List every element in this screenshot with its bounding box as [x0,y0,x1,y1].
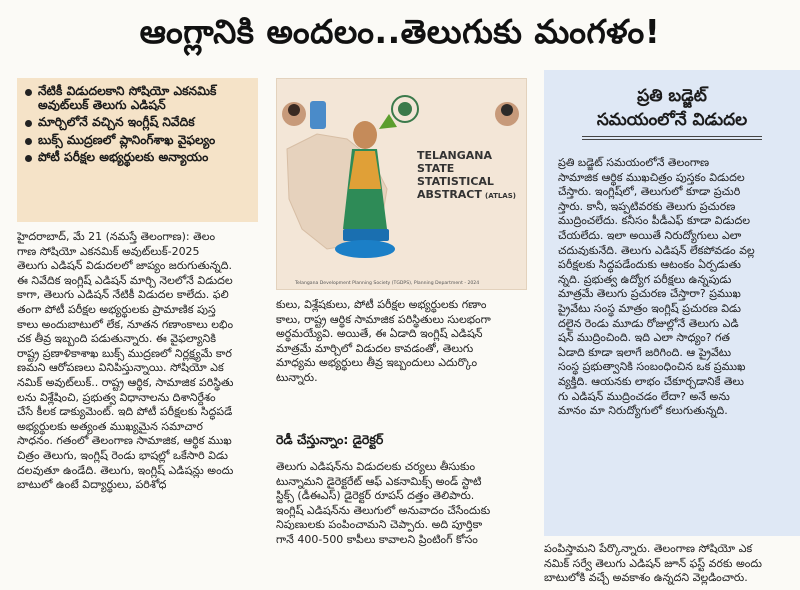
bullet-highlights [17,78,258,222]
bullet-item: మార్చిలోనే వచ్చిన ఇంగ్లీష్ నివేదిక [25,116,252,130]
article-column-2-continued: తెలుగు ఎడిషన్‌ను విడుదలకు చర్యలు తీసుకుం టున్నామని డైరెక్టరేట్ ఆఫ్ ఎకనామిక్స్ అండ్ స్టాటి స్టిక్స్ (డీఈఎస్) డైరెక్టర్ రూపస్ దత్తం తెలిపారు. ఇంగ్లిష్ ఎడిషన్‌ను తెలుగులో అనువాదం చేసేందుకు నిపుణులకు పంపించామని చెప్పారు. అది పూర్తికా గానే 400-500 కాపీలు కావాలని ప్రింటింగ్ కోసం [276,460,491,546]
bullet-item: నేటికీ విడుదలకాని సోషియో ఎకనమిక్ అవుట్‌లుక్ తెలుగు ఎడిషన్ [25,85,252,112]
bullet-dot-icon [25,155,32,162]
bullet-dot-icon [25,89,32,96]
image-title-line: STATE [417,162,455,175]
image-footer: Telangana Development Planning Society (TGDPS), Planning Department - 2024 [295,281,480,286]
report-cover-image [276,78,527,290]
headline: ఆంగ్లానికి అందలం..తెలుగుకు మంగళం! [139,11,661,51]
sidebar-box-title: ప్రతి బడ్జెట్ సమయంలోనే విడుదల [544,84,800,140]
image-title-line: (ATLAS) [485,192,516,200]
image-title-line: TELANGANA [417,149,493,162]
bullet-dot-icon [25,120,32,127]
bullet-item: బుక్స్ ముద్రణలో ప్లానింగ్‌శాఖ వైఫల్యం [25,134,252,148]
article-column-3-continued: పంపిస్తామని పేర్కొన్నారు. తెలంగాణ సోషియో ఎక నమిక్ సర్వే తెలుగు ఎడిషన్ జూన్ ఫస్ట్ వరకు అందు బాటులోకి వచ్చే అవకాశం ఉన్నదని వెల్లడించారు. [544,542,762,585]
bullet-item: పోటీ పరీక్షల అభ్యర్థులకు అన్యాయం [25,151,252,165]
article-column-1: హైదరాబాద్, మే 21 (నమస్తే తెలంగాణ): తెలం గాణ సోషియో ఎకనమిక్ అవుట్‌లుక్-2025 తెలుగు ఎడిషన్ విడుదలలో జాప్యం జరుగుతున్నది. ఈ నివేదిక ఇంగ్లిష్ ఎడిషన్ మార్చి నెలలోనే విడుదల కాగా, తెలుగు ఎడిషన్ నేటికీ విడుదల కాలేదు. ఫలి తంగా పోటీ పరీక్షల అభ్యర్థులకు ప్రామాణిక పుస్త కాలు అందుబాటులో లేక, నూతన గణాంకాలు లభిం చక తీవ్ర ఇబ్బంది పడుతున్నారు. ఈ వైఫల్యానికి రాష్ట్ర ప్రణాళికాశాఖ బుక్స్ ముద్రణలో నిర్లక్ష్యమే కార ణమని ఆరోపణలు వినిపిస్తున్నాయి. సోషియో ఎక నమిక్ అవుట్‌లుక్.. రాష్ట్ర ఆర్థిక, సామాజిక పరిస్థితు లను విశ్లేషించి, ప్రభుత్వ విధానాలను దిశానిర్దేశం చేసే కీలక డాక్యుమెంట్. ఇది పోటీ పరీక్షలకు సిద్ధపడే అభ్యర్థులకు అత్యంత ముఖ్యమైన సమాచార సాధనం. గతంలో తెలంగాణ సామాజిక, ఆర్థిక ముఖ చిత్రం తెలుగు, ఇంగ్లిష్ రెండు భాషల్లో ఒకేసారి విడు దలవుతూ ఉండేది. తెలుగు, ఇంగ్లిష్ ఎడిషన్లు అందు బాటులో ఉంటే విద్యార్థులు, పరిశోధ [17,230,234,492]
bullet-dot-icon [25,138,32,145]
sidebar-box [544,70,800,536]
sidebar-box-body: ప్రతి బడ్జెట్ సమయంలోనే తెలంగాణ సామాజిక ఆర్థిక ముఖచిత్రం పుస్తకం విడుదల చేస్తారు. ఇంగ్లిష్‌లో, తెలుగులో కూడా ప్రచురి స్తారు. కానీ, ఇప్పటివరకు తెలుగు ప్రచురణ ముద్రించలేదు. కనీసం పీడీఎఫ్ కూడా విడుదల చేయలేదు. ఇలా అయితే నిరుద్యోగులు ఎలా చదువుకునేది. తెలుగు ఎడిషన్ లేకపోవడం వల్ల పరీక్షలకు సిద్ధపడేందుకు ఆటంకం ఏర్పడుతు న్నది. ప్రభుత్వ ఉద్యోగ పరీక్షలు ఉన్నపుడు మాత్రమే తెలుగు ప్రచురణ చేస్తారా? ప్రముఖ ప్రైవేటు సంస్థ మాత్రం ఇంగ్లిష్ ప్రచురణ విడు దలైన రెండు మూడు రోజుల్లోనే తెలుగు ఎడి షన్ ముద్రించింది. ఇది ఎలా సాధ్యం? గత ఏడాది కూడా ఇలాగే జరిగింది. ఆ ప్రైవేటు సంస్థ ప్రభుత్వానికి సంబంధించిన ఒక ప్రముఖ వ్యక్తిది. ఆయనకు లాభం చేకూర్చడానికే తెలు గు ఎడిషన్ ముద్రించడం లేదా? అనే అను మానం మా నిరుద్యోగులో కలుగుతున్నది. [558,156,755,418]
subheading: రెడీ చేస్తున్నాం: డైరెక్టర్ [276,432,384,447]
title-rule [582,136,762,137]
article-column-2: కులు, విశ్లేషకులు, పోటీ పరీక్షల అభ్యర్థులకు గణాం కాలు, రాష్ట్ర ఆర్థిక సామాజిక పరిస్థితులు సులభంగా అర్థమయ్యేవి. అయితే, ఈ ఏడాది ఇంగ్లిష్ ఎడిషన్ మాత్రమే మార్చిలో విడుదల కావడంతో, తెలుగు మాధ్యమ అభ్యర్థులు తీవ్ర ఇబ్బందులు ఎదుర్కొం టున్నారు. [276,298,491,384]
image-title-line: STATISTICAL [417,175,494,188]
title-rule [582,139,762,140]
image-title-line: ABSTRACT [417,188,482,201]
